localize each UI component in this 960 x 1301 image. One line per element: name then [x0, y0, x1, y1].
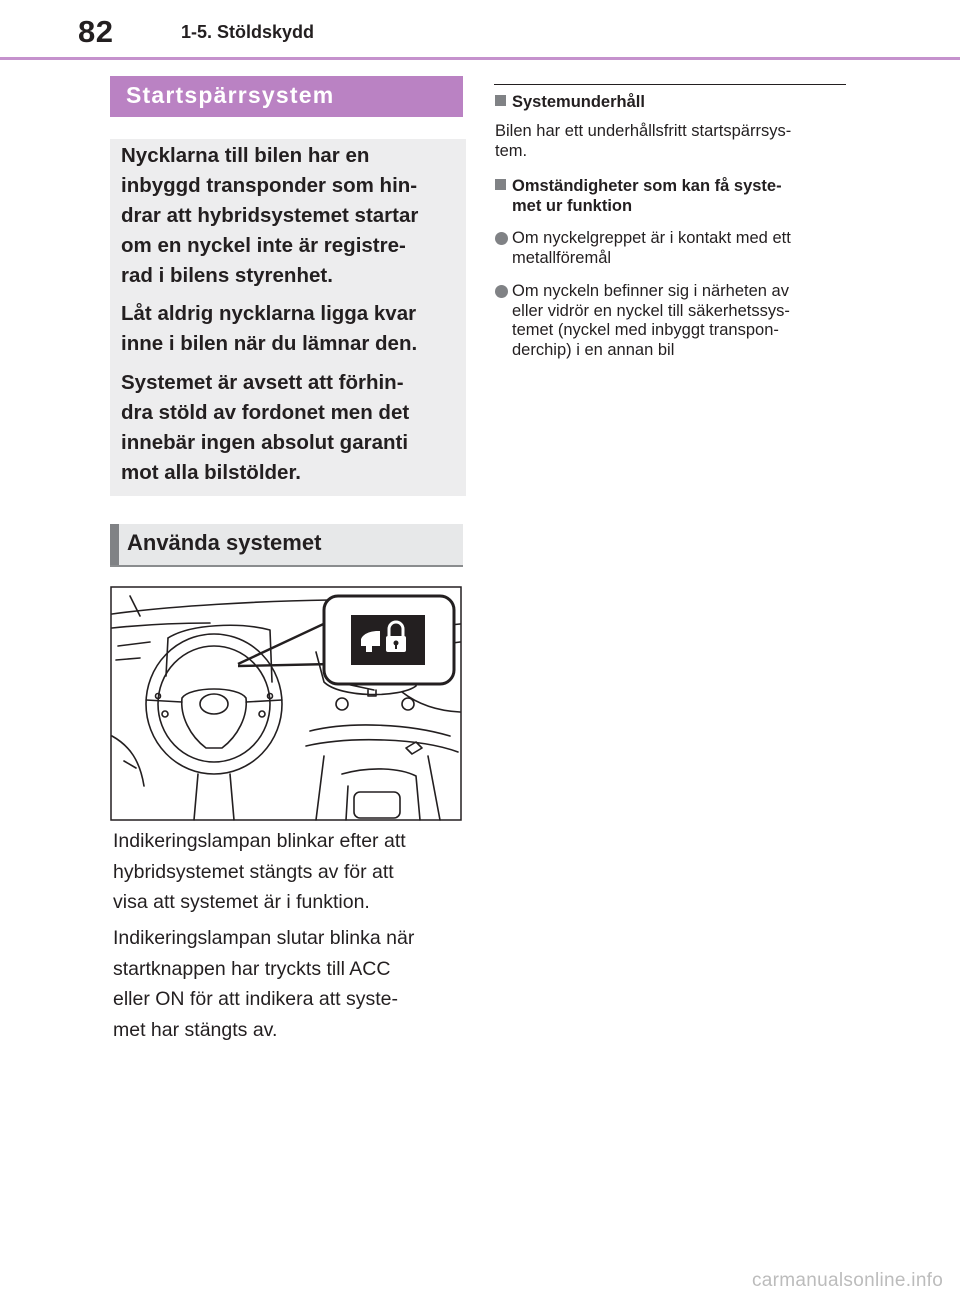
- column-rule: [494, 84, 846, 85]
- section-header-anvanda: [110, 524, 463, 567]
- body-line: met har stängts av.: [113, 1018, 278, 1041]
- section-title-startspar: Startspärrsystem: [126, 82, 335, 108]
- intro-line: Nycklarna till bilen har en: [121, 144, 370, 167]
- intro-line: inne i bilen när du lämnar den.: [121, 332, 418, 355]
- security-indicator-icon: [351, 615, 425, 665]
- bullet-line: metallföremål: [512, 248, 612, 267]
- intro-line: om en nyckel inte är registre-: [121, 234, 406, 257]
- body-line: eller ON för att indikera att syste-: [113, 988, 399, 1010]
- intro-line: mot alla bilstölder.: [121, 461, 301, 484]
- heading-text: Omständigheter som kan få syste-: [512, 177, 782, 195]
- intro-box: [110, 139, 466, 496]
- intro-line: innebär ingen absolut garanti: [121, 431, 409, 454]
- intro-line: Systemet är avsett att förhin-: [121, 371, 404, 394]
- intro-paragraph: [121, 299, 456, 359]
- subsection-heading-systemunderhall: [495, 92, 845, 112]
- intro-paragraph: [121, 141, 456, 291]
- bullet-line: Om nyckeln befinner sig i närheten av: [512, 282, 789, 300]
- text-line: tem.: [495, 141, 528, 160]
- round-bullet-icon: [495, 232, 508, 245]
- section-marker-bar: [110, 524, 119, 565]
- dashboard-illustration: [110, 586, 462, 821]
- bullet-line: Om nyckelgreppet är i kontakt med ett: [512, 229, 791, 247]
- body-line: startknappen har tryckts till ACC: [113, 957, 391, 980]
- bullet-item: [495, 229, 845, 268]
- intro-paragraph: [121, 368, 456, 488]
- section-banner-startspar: [110, 76, 463, 117]
- body-line: Indikeringslampan blinkar efter att: [113, 830, 406, 852]
- square-bullet-icon: [495, 179, 506, 190]
- body-line: hybridsystemet stängts av för att: [113, 860, 394, 883]
- intro-line: inbyggd transponder som hin-: [121, 174, 418, 197]
- subsection-heading-omstandigheter: [495, 176, 845, 216]
- body-line: visa att systemet är i funktion.: [113, 891, 370, 913]
- bullet-line: derchip) i en annan bil: [512, 340, 675, 359]
- body-paragraph: [113, 826, 465, 918]
- round-bullet-icon: [495, 285, 508, 298]
- page-number: 82: [78, 14, 114, 49]
- body-paragraph: [113, 923, 465, 1045]
- intro-line: dra stöld av fordonet men det: [121, 401, 410, 424]
- chapter-title: 1-5. Stöldskydd: [181, 22, 315, 42]
- watermark: carmanualsonline.info: [752, 1270, 944, 1291]
- text-line: Bilen har ett underhållsfritt startspärrsys-: [495, 122, 792, 140]
- intro-line: drar att hybridsystemet startar: [121, 204, 419, 227]
- intro-line: Låt aldrig nycklarna ligga kvar: [121, 302, 417, 325]
- bullet-line: eller vidrör en nyckel till säkerhetssys-: [512, 301, 790, 320]
- heading-text: met ur funktion: [512, 197, 633, 215]
- body-line: Indikeringslampan slutar blinka när: [113, 927, 415, 949]
- bullet-line: temet (nyckel med inbyggt transpon-: [512, 321, 779, 339]
- header-rule: [0, 57, 960, 60]
- heading-text: Systemunderhåll: [512, 93, 645, 111]
- bullet-item: [495, 282, 845, 360]
- intro-line: rad i bilens styrenhet.: [121, 264, 333, 287]
- square-bullet-icon: [495, 95, 506, 106]
- subsection-text: [495, 122, 845, 161]
- section-title-anvanda: Använda systemet: [127, 530, 322, 555]
